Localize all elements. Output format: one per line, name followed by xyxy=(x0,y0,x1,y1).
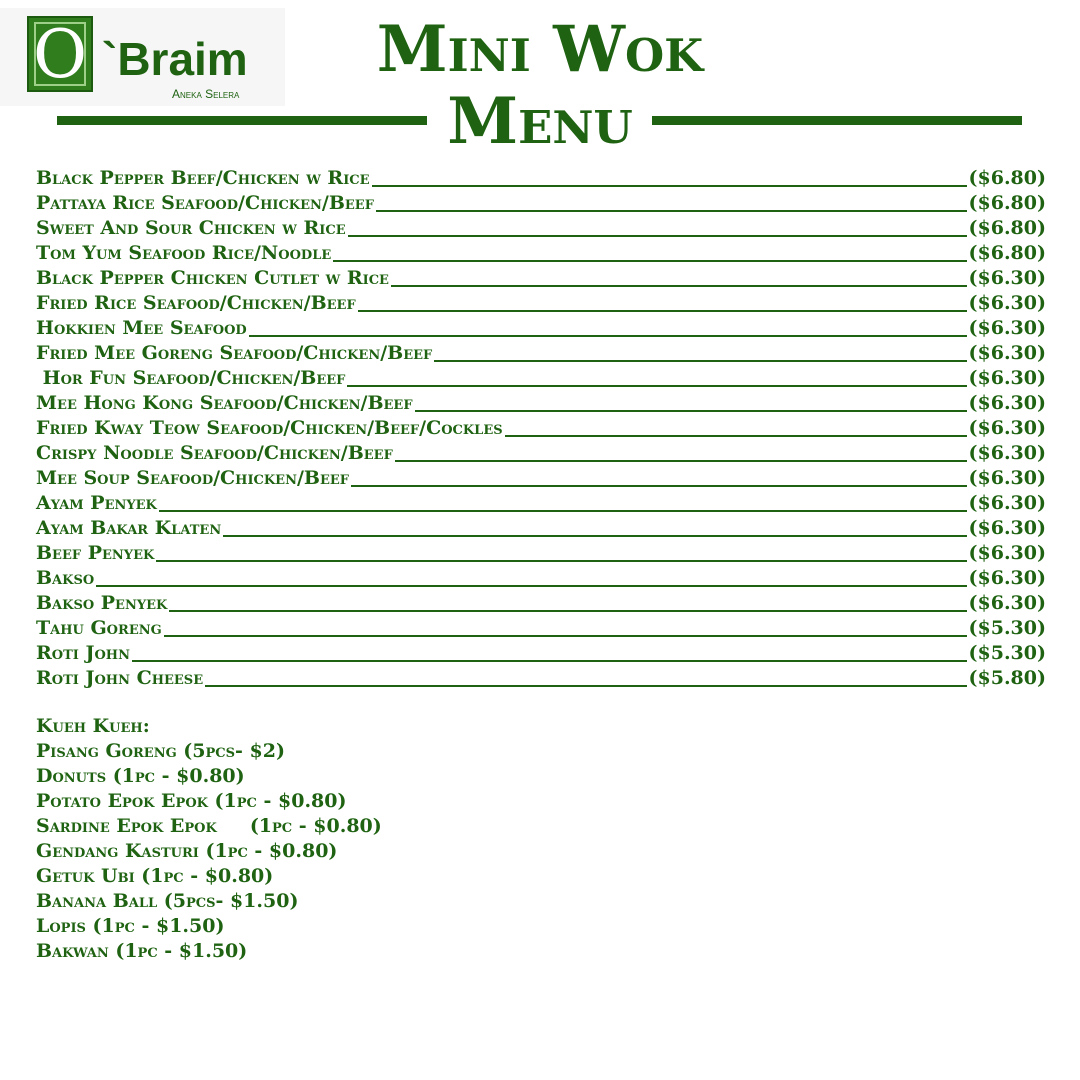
menu-item-name: Ayam Penyek xyxy=(36,492,157,514)
menu-item-name: Mee Hong Kong Seafood/Chicken/Beef xyxy=(36,392,413,414)
kueh-item: Bakwan (1pc - $1.50) xyxy=(36,940,248,962)
menu-item xyxy=(36,565,1046,590)
menu-item-price: ($6.30) xyxy=(968,467,1046,489)
menu-item xyxy=(36,215,1046,240)
divider-right xyxy=(652,116,1022,125)
menu-item-price: ($5.30) xyxy=(968,642,1046,664)
dot-leader xyxy=(434,359,966,362)
kueh-item: Pisang Goreng (5pcs- $2) xyxy=(36,740,285,762)
kueh-item: Getuk Ubi (1pc - $0.80) xyxy=(36,865,274,887)
menu-item xyxy=(36,665,1046,690)
menu-item-name: Crispy Noodle Seafood/Chicken/Beef xyxy=(36,442,393,464)
menu-item-name: Hor Fun Seafood/Chicken/Beef xyxy=(36,367,346,389)
menu-item-price: ($6.80) xyxy=(968,242,1046,264)
menu-item xyxy=(36,390,1046,415)
menu-item xyxy=(36,315,1046,340)
dot-leader xyxy=(372,184,967,187)
menu-item-name: Roti John Cheese xyxy=(36,667,204,689)
dot-leader xyxy=(395,459,967,462)
menu-item-price: ($6.30) xyxy=(968,517,1046,539)
dot-leader xyxy=(376,209,967,212)
menu-item-name: Tom Yum Seafood Rice/Noodle xyxy=(36,242,332,264)
menu-item xyxy=(36,515,1046,540)
menu-item-name: Beef Penyek xyxy=(36,542,155,564)
menu-item-name: Mee Soup Seafood/Chicken/Beef xyxy=(36,467,350,489)
menu-item xyxy=(36,640,1046,665)
menu-item-name: Bakso xyxy=(36,567,95,589)
kueh-section xyxy=(36,714,382,964)
menu-item-price: ($6.30) xyxy=(968,542,1046,564)
menu-item-price: ($6.30) xyxy=(968,267,1046,289)
menu-item xyxy=(36,615,1046,640)
menu-item xyxy=(36,465,1046,490)
menu-item-price: ($6.30) xyxy=(968,567,1046,589)
menu-item-price: ($6.80) xyxy=(968,217,1046,239)
dot-leader xyxy=(333,259,966,262)
menu-item-name: Hokkien Mee Seafood xyxy=(36,317,247,339)
kueh-item: Banana Ball (5pcs- $1.50) xyxy=(36,890,299,912)
menu-list xyxy=(36,165,1046,690)
menu-item-price: ($6.30) xyxy=(968,342,1046,364)
menu-item-price: ($6.30) xyxy=(968,317,1046,339)
kueh-item: Sardine Epok Epok (1pc - $0.80) xyxy=(36,815,382,837)
menu-item xyxy=(36,440,1046,465)
menu-item-name: Sweet And Sour Chicken w Rice xyxy=(36,217,346,239)
logo xyxy=(0,8,285,106)
menu-item-price: ($6.80) xyxy=(968,192,1046,214)
dot-leader xyxy=(164,634,967,637)
menu-item xyxy=(36,590,1046,615)
menu-item-name: Roti John xyxy=(36,642,130,664)
page-subtitle: Menu xyxy=(447,84,633,159)
menu-item-price: ($6.30) xyxy=(968,417,1046,439)
kueh-item: Potato Epok Epok (1pc - $0.80) xyxy=(36,790,347,812)
menu-item-name: Black Pepper Beef/Chicken w Rice xyxy=(36,167,370,189)
dot-leader xyxy=(348,234,967,237)
dot-leader xyxy=(505,434,967,437)
dot-leader xyxy=(96,584,966,587)
page-title: Mini Wok xyxy=(376,12,704,87)
menu-item xyxy=(36,490,1046,515)
menu-item-price: ($6.80) xyxy=(968,167,1046,189)
dot-leader xyxy=(205,684,966,687)
menu-item-price: ($6.30) xyxy=(968,492,1046,514)
menu-item-name: Black Pepper Chicken Cutlet w Rice xyxy=(36,267,389,289)
dot-leader xyxy=(347,384,966,387)
dot-leader xyxy=(415,409,967,412)
kueh-heading: Kueh Kueh: xyxy=(36,715,150,737)
menu-item xyxy=(36,540,1046,565)
dot-leader xyxy=(391,284,967,287)
dot-leader xyxy=(358,309,967,312)
menu-item-price: ($6.30) xyxy=(968,392,1046,414)
menu-item xyxy=(36,190,1046,215)
logo-tagline: Aneka Selera xyxy=(172,87,240,101)
menu-item xyxy=(36,165,1046,190)
menu-item xyxy=(36,415,1046,440)
dot-leader xyxy=(156,559,966,562)
menu-item-price: ($5.30) xyxy=(968,617,1046,639)
logo-wordmark: `Braim xyxy=(102,33,248,85)
dot-leader xyxy=(249,334,967,337)
kueh-item: Gendang Kasturi (1pc - $0.80) xyxy=(36,840,338,862)
menu-item-name: Bakso Penyek xyxy=(36,592,168,614)
dot-leader xyxy=(159,509,967,512)
dot-leader xyxy=(132,659,967,662)
menu-item xyxy=(36,240,1046,265)
menu-item-price: ($5.80) xyxy=(968,667,1046,689)
dot-leader xyxy=(169,609,966,612)
menu-item-name: Pattaya Rice Seafood/Chicken/Beef xyxy=(36,192,374,214)
divider-left xyxy=(57,116,427,125)
kueh-item: Donuts (1pc - $0.80) xyxy=(36,765,245,787)
menu-item-name: Fried Kway Teow Seafood/Chicken/Beef/Cockles xyxy=(36,417,503,439)
menu-item xyxy=(36,365,1046,390)
menu-item-name: Fried Rice Seafood/Chicken/Beef xyxy=(36,292,356,314)
logo-letter: O xyxy=(32,16,88,93)
menu-item xyxy=(36,290,1046,315)
menu-item-name: Tahu Goreng xyxy=(36,617,162,639)
menu-item-price: ($6.30) xyxy=(968,592,1046,614)
menu-item-price: ($6.30) xyxy=(968,442,1046,464)
dot-leader xyxy=(351,484,967,487)
menu-item xyxy=(36,265,1046,290)
menu-item-price: ($6.30) xyxy=(968,292,1046,314)
menu-item-name: Ayam Bakar Klaten xyxy=(36,517,222,539)
menu-item xyxy=(36,340,1046,365)
dot-leader xyxy=(223,534,966,537)
logo-emblem xyxy=(27,16,93,92)
kueh-item: Lopis (1pc - $1.50) xyxy=(36,915,225,937)
menu-item-price: ($6.30) xyxy=(968,367,1046,389)
menu-item-name: Fried Mee Goreng Seafood/Chicken/Beef xyxy=(36,342,433,364)
